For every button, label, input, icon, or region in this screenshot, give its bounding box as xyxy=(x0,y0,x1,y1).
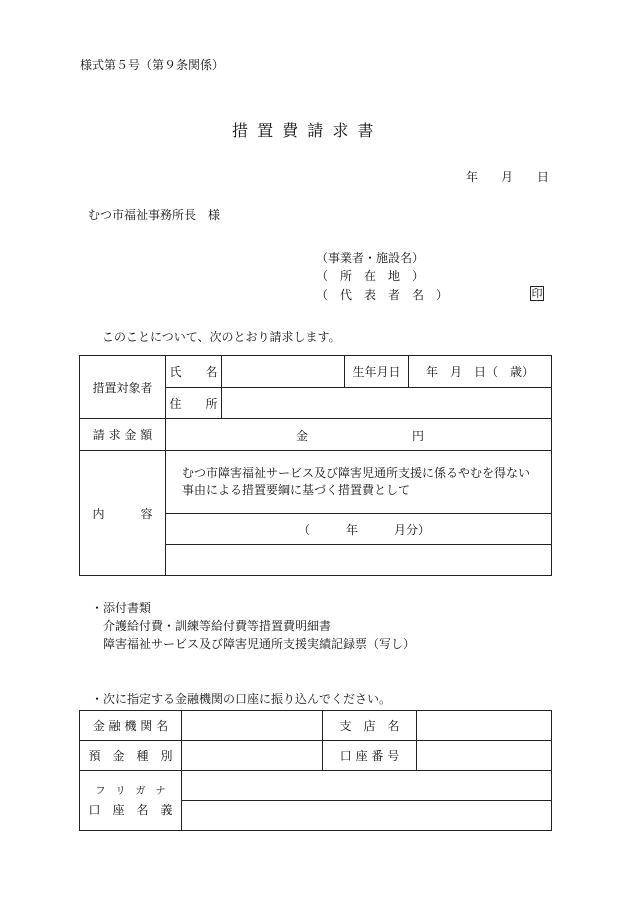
holder-label: 口 座 名 義 xyxy=(88,802,173,817)
representative-label: （ 代 表 者 名 ） xyxy=(316,288,449,302)
attachment-item: 障害福祉サービス及び障害児通所支援実績記録票（写し） xyxy=(103,637,416,651)
seal-mark: 印 xyxy=(531,287,543,300)
address-label: （ 所 在 地 ） xyxy=(316,269,425,283)
content-description: むつ市障害福祉サービス及び障害児通所支援に係るやむを得ない 事由による措置要綱に基づく措置費として xyxy=(166,451,552,514)
bank-instruction: ・次に指定する金融機関の口座に振り込んでください。 xyxy=(91,692,392,706)
furigana-label: フ リ ガ ナ xyxy=(95,785,166,797)
account-holder-label xyxy=(80,771,182,831)
name-label: 氏 名 xyxy=(166,356,222,388)
deposit-type-label: 預 金 種 別 xyxy=(80,741,182,771)
date-month: 月 xyxy=(501,170,514,184)
address-field[interactable] xyxy=(222,388,552,419)
address-row-label: 住 所 xyxy=(166,388,222,419)
amount-field[interactable] xyxy=(166,419,552,451)
deposit-type-field[interactable] xyxy=(182,741,323,771)
page-title: 措 置 費 請 求 書 xyxy=(232,121,376,140)
content-label: 内 容 xyxy=(80,451,166,576)
birthdate-label: 生年月日 xyxy=(345,356,409,388)
attachments-heading: ・添付書類 xyxy=(91,601,152,615)
institution-field[interactable] xyxy=(182,711,323,741)
amount-label: 請 求 金 額 xyxy=(80,419,166,451)
amount-suffix: 円 xyxy=(412,429,425,443)
date-year: 年 xyxy=(466,170,479,184)
period-field[interactable]: （ 年 月分） xyxy=(166,514,552,545)
amount-prefix: 金 xyxy=(296,429,309,443)
business-name-label: （事業者・施設名） xyxy=(316,251,425,265)
attachment-item: 介護給付費・訓練等給付費等措置費明細書 xyxy=(103,619,332,633)
date-day: 日 xyxy=(537,170,550,184)
furigana-field[interactable] xyxy=(182,771,552,801)
bank-table xyxy=(79,710,552,831)
branch-label: 支 店 名 xyxy=(323,711,417,741)
claim-table xyxy=(79,355,552,576)
account-holder-field[interactable] xyxy=(182,801,552,831)
addressee: むつ市福祉事務所長 様 xyxy=(88,208,221,222)
institution-label: 金 融 機 関 名 xyxy=(80,711,182,741)
intro-text: このことについて、次のとおり請求します。 xyxy=(102,330,341,344)
birthdate-field[interactable]: 年 月 日（ 歳） xyxy=(409,356,552,388)
account-number-label: 口 座 番 号 xyxy=(323,741,417,771)
branch-field[interactable] xyxy=(417,711,552,741)
name-field[interactable] xyxy=(222,356,345,388)
form-number: 様式第５号（第９条関係） xyxy=(80,58,225,72)
subject-label: 措置対象者 xyxy=(80,356,166,419)
account-number-field[interactable] xyxy=(417,741,552,771)
content-extra-field[interactable] xyxy=(166,545,552,576)
